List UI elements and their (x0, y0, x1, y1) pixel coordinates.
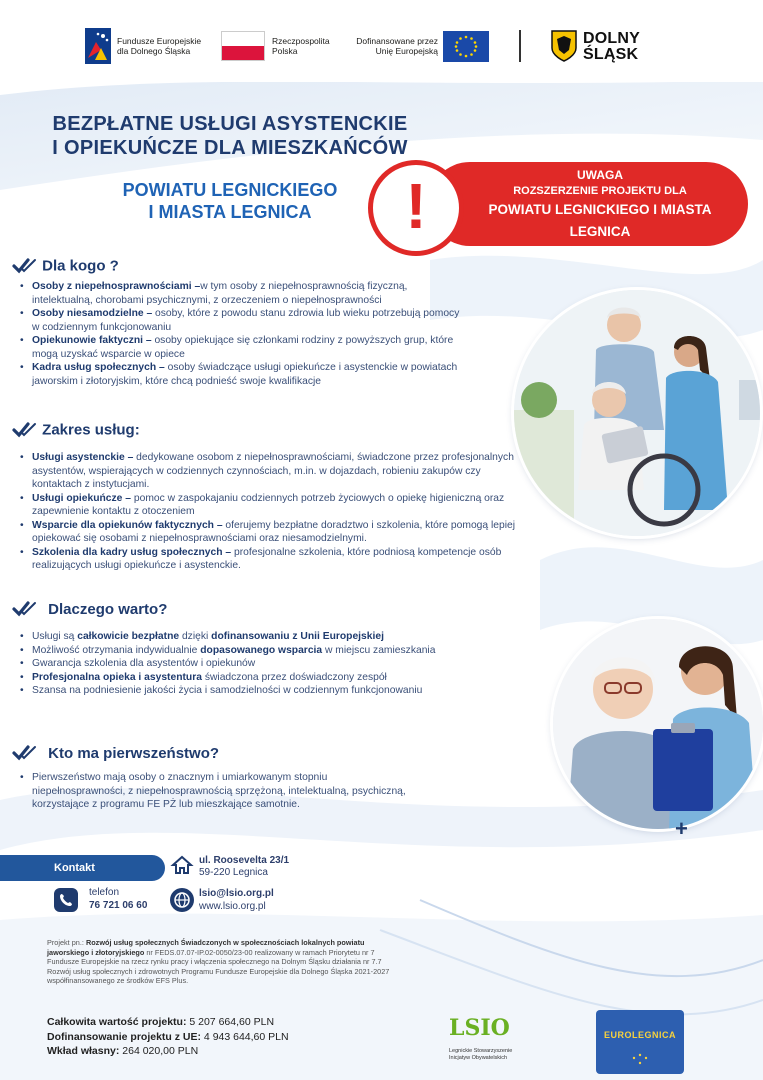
list-item: • Pierwszeństwo mają osoby o znacznym i umiarkowanym stopniu niepełnosprawności, z niepełnosprawnością sprzężoną, intelektualną, psychiczną, korzystające z programu FE PŻ lub mieszkające samotnie. (18, 771, 418, 812)
list-item: • Osoby z niepełnosprawnościami –w tym osoby z niepełnosprawnością fizyczną, intelektualną, chorobami psychicznymi, z orzeczeniem o niepełnosprawności (18, 280, 468, 307)
list-item: • Usługi opiekuńcze – pomoc w zaspokajaniu codziennych potrzeb życiowych o opiekę higieniczną oraz zapewnienie kontaktu z otoczeniem (18, 492, 518, 519)
address-line-2: 59-220 Legnica (199, 867, 268, 878)
list-item: • Osoby niesamodzielne – osoby, które z powodu stanu zdrowia lub wieku potrzebują pomocy w codziennym funkcjonowaniu (18, 307, 468, 334)
list-item: • Szansa na podniesienie jakości życia i samodzielności w codziennym funkcjonowaniu (18, 684, 448, 698)
list-item: • Usługi są całkowicie bezpłatne dzięki dofinansowaniu z Unii Europejskiej (18, 630, 448, 644)
eu-flag-icon (443, 31, 489, 62)
fe-logo-icon (85, 28, 111, 64)
alert-text: UWAGA ROZSZERZENIE PROJEKTU DLA POWIATU LEGNICKIEGO I MIASTA LEGNICA (488, 168, 712, 239)
logo-divider (519, 30, 521, 62)
list-item: • Profesjonalna opieka i asystentura świadczona przez doświadczony zespół (18, 671, 448, 685)
lsio-logo: LSIO Legnickie Stowarzyszenie Inicjatyw Obywatelskich (449, 1015, 513, 1061)
nurse-illustration-icon (553, 619, 763, 829)
eurolegnica-logo: EUROLEGNICA (596, 1010, 684, 1074)
dolny-slask-crest-icon (551, 30, 577, 62)
check-icon (12, 600, 38, 618)
section-heading-dlaczego: Dlaczego warto? (12, 600, 167, 618)
address-line-1: ul. Roosevelta 23/1 (199, 855, 290, 866)
fe-logo-text: Fundusze Europejskie dla Dolnego Śląska (117, 36, 202, 56)
section-heading-pierwszenstwo: Kto ma pierwszeństwo? (12, 744, 219, 762)
house-icon (170, 853, 194, 877)
list-item: • Szkolenia dla kadry usług społecznych – profesjonalne szkolenia, które podniosą kompetencje osób realizujących usługi opiekuńcze i asystenckie. (18, 546, 518, 573)
list-item: • Kadra usług społecznych – osoby świadczące usługi opiekuńcze i asystenckie w powiatach jaworskim i złotoryjskim, które chcą podnieść swoje kwalifikacje (18, 361, 468, 388)
page-title: BEZPŁATNE USŁUGI ASYSTENCKIE I OPIEKUŃCZE DLA MIESZKAŃCÓW (52, 113, 408, 159)
list-pierwszenstwo (18, 771, 418, 812)
phone-number[interactable]: 76 721 06 60 (89, 900, 148, 911)
check-icon (12, 744, 38, 762)
list-item: • Opiekunowie faktyczni – osoby opiekujące się członkami rodziny z powyższych grup, które mogą uzyskać wsparcie w opiece (18, 334, 468, 361)
list-item: • Usługi asystenckie – dedykowane osobom z niepełnosprawnościami, świadczone przez profesjonalnych asystentów, wspierających w codziennych czynnościach, m.in. w dojazdach, robieniu zakupów czy kontaktach z instytucjami. (18, 451, 518, 492)
plus-icon: + (675, 816, 688, 841)
list-dla-kogo (18, 280, 468, 388)
page-subtitle: POWIATU LEGNICKIEGO I MIASTA LEGNICA (122, 180, 338, 222)
check-icon (12, 421, 38, 439)
caregiver-illustration-icon (514, 290, 760, 536)
poland-flag (221, 31, 265, 61)
globe-icon (170, 888, 194, 912)
photo-nurse-senior (553, 619, 763, 829)
rp-logo-text: Rzeczpospolita Polska (272, 36, 330, 56)
website-link[interactable]: www.lsio.org.pl (199, 901, 266, 912)
phone-label: telefon (89, 887, 120, 898)
eu-logo-text: Dofinansowane przez Unię Europejską (356, 36, 438, 56)
section-heading-zakres: Zakres usług: (12, 421, 140, 439)
list-zakres (18, 451, 518, 573)
list-dlaczego (18, 630, 448, 698)
email-link[interactable]: lsio@lsio.org.pl (199, 888, 274, 899)
phone-icon (54, 888, 78, 912)
eu-stars-icon (596, 1050, 684, 1070)
photo-caregiver-senior (514, 290, 760, 536)
list-item: • Wsparcie dla opiekunów faktycznych – oferujemy bezpłatne doradztwo i szkolenia, które pomogą lepiej opiekować się osobami z niepełnosprawnościami oraz niesamodzielnymi. (18, 519, 518, 546)
project-financing: Całkowita wartość projektu: 5 207 664,60 PLN Dofinansowanie projektu z UE: 4 943 644,60 PLN Wkład własny: 264 020,00 PLN (47, 1016, 289, 1057)
list-item: • Gwarancja szkolenia dla asystentów i opiekunów (18, 657, 448, 671)
check-icon (12, 257, 38, 275)
logo-bar (0, 0, 763, 82)
dolny-slask-text: DOLNY ŚLĄSK (583, 30, 640, 63)
exclamation-icon: ! (405, 170, 427, 242)
list-item: • Możliwość otrzymania indywidualnie dopasowanego wsparcia w miejscu zamieszkania (18, 644, 448, 658)
project-description: Projekt pn.: Rozwój usług społecznych Świadczonych w społecznościach lokalnych powiatu jaworskiego i złotoryjskiego nr FEDS.07.07-IP.02-0050/23-00 realizowany w ramach Priorytetu nr 7 Fundusze Europejskie na rzecz rynku pracy i włączenia społecznego na Dolnym Śląsku działania nr 7.7 Rozwój usług społecznych i zdrowotnych Programu Fundusze Europejskie dla Dolnego Śląska 2021-2027 współfinansowanego ze środków EFS Plus. (47, 938, 390, 986)
contact-label: Kontakt (0, 855, 165, 881)
section-heading-dla-kogo: Dla kogo ? (12, 257, 119, 275)
